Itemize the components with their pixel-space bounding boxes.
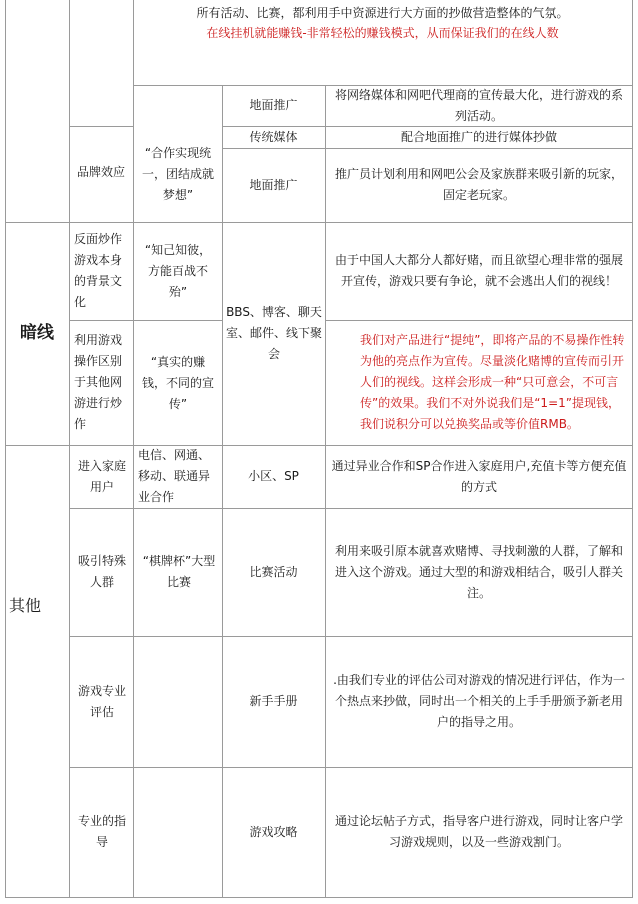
intro-line-1: 所有活动、比赛，都利用手中资源进行大方面的抄做营造整体的气氛。 — [196, 5, 569, 20]
hidden-shared-channel: BBS、博客、聊天室、邮件、线下聚会 — [226, 305, 323, 361]
other-desc-2: 利用来吸引原本就喜欢赌博、寻找刺激的人群，了解和进入这个游戏。通过大型的和游戏相结合，吸引人群关注。 — [334, 543, 623, 600]
other-desc-1: 通过异业合作和SP合作进入家庭用户,充值卡等方便充值的方式 — [331, 458, 627, 494]
table-border-left — [5, 0, 6, 898]
col-line-4 — [325, 85, 326, 898]
hidden-item-1: 反面炒作游戏本身的背景文化 — [74, 232, 123, 309]
other-item-4: 专业的指导 — [77, 814, 126, 849]
hidden-desc-2: 我们对产品进行“提纯”，即将产品的不易操作性转为他的亮点作为宣传。尽量淡化赌博的宣传而引开人们的视线。这样会形成一种“只可意会，不可言传”的效果。我们不对外说我们是“1=1”提现钱，我们说积分可以兑换奖品或等价值RMB。 — [360, 333, 625, 431]
row-line-hidden-mid-a — [69, 320, 222, 321]
brand-slogan: “合作实现统一，团结成就梦想” — [141, 145, 214, 202]
hidden-desc-1: 由于中国人大都分人都好赌，而且欲望心理非常的强展开宣传，游戏只要有争论，就不会逃出人们的视线！ — [334, 253, 623, 288]
other-item-3: 游戏专业评估 — [77, 683, 126, 719]
col-line-1 — [69, 0, 70, 898]
brand-desc-1: 将网络媒体和网吧代理商的宣传最大化，进行游戏的系列活动。 — [334, 87, 623, 123]
other-desc-3: .由我们专业的评估公司对游戏的情况进行评估，作为一个热点来抄做，同时出一个相关的上手手册颁予新老用户的指导之用。 — [333, 673, 625, 729]
brand-desc-3: 推广员计划利用和网吧公会及家族群来吸引新的玩家，固定老玩家。 — [334, 167, 623, 202]
section-label-hidden: 暗线 — [20, 323, 54, 343]
other-slogan-2: “棋牌杯”大型比赛 — [142, 554, 216, 589]
brand-channel-3: 地面推广 — [249, 177, 298, 192]
other-desc-4: 通过论坛帖子方式，指导客户进行游戏，同时让客户学习游戏规则，以及一些游戏割门。 — [334, 814, 623, 849]
hidden-item-2: 利用游戏操作区别于其他网游进行炒作 — [74, 332, 123, 431]
other-channel-1: 小区、SP — [248, 469, 299, 483]
brand-channel-2: 传统媒体 — [249, 129, 298, 144]
other-slogan-4 — [138, 767, 220, 897]
other-channel-4: 游戏攻略 — [249, 824, 298, 839]
other-slogan-3 — [138, 636, 220, 767]
other-channel-2: 比赛活动 — [249, 564, 298, 579]
other-item-2: 吸引特殊人群 — [77, 554, 126, 589]
table-border-bottom — [5, 897, 633, 898]
brand-item: 品牌效应 — [76, 164, 125, 179]
other-slogan-1: 电信、网通、移动、联通异业合作 — [138, 448, 211, 504]
table-border-right — [632, 0, 633, 898]
brand-channel-1: 地面推广 — [249, 98, 298, 112]
intro-line-2: 在线挂机就能赚钱-非常轻松的赚钱模式，从而保证我们的在线人数 — [206, 25, 559, 40]
other-item-1: 进入家庭用户 — [77, 458, 126, 494]
col-line-2 — [133, 0, 134, 898]
row-line-brand-left — [69, 126, 133, 127]
hidden-slogan-2: “真实的赚钱，不同的宣传” — [141, 354, 214, 411]
brand-desc-2: 配合地面推广的进行媒体抄做 — [400, 129, 557, 144]
other-channel-3: 新手手册 — [249, 694, 298, 708]
section-label-other: 其他 — [8, 595, 41, 615]
hidden-slogan-1: “知己知彼，方能百战不殆” — [144, 242, 212, 299]
